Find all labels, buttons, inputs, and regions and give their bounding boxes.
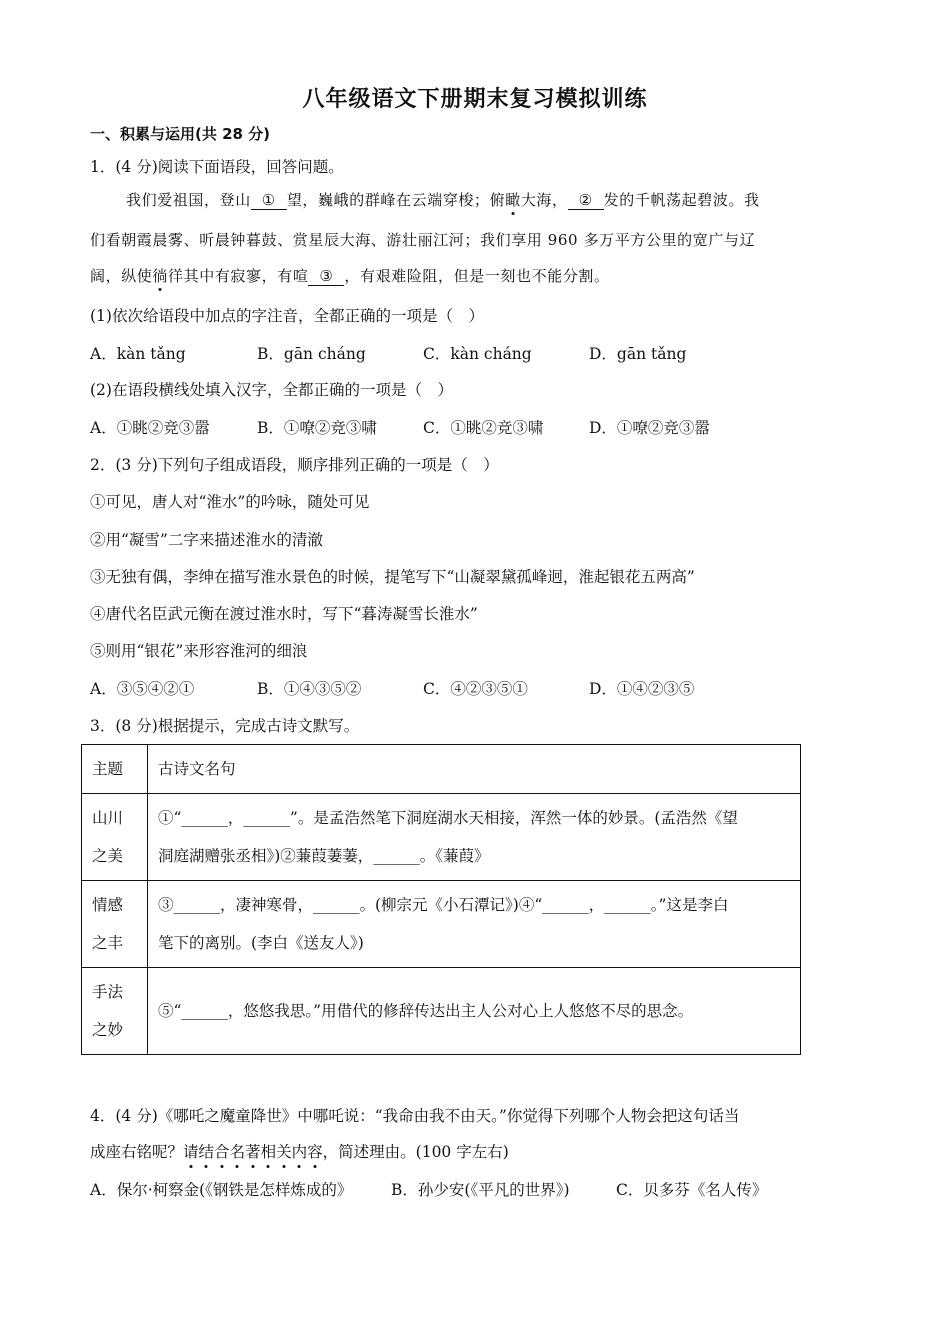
passage-text: 我们爱祖国，登山 — [126, 191, 251, 209]
q1-sub1: (1)依次给语段中加点的字注音，全都正确的一项是（ ） — [90, 307, 484, 325]
theme-text: 手法 — [92, 983, 124, 1001]
page-title: 八年级语文下册期末复习模拟训练 — [302, 87, 648, 112]
q1-passage-line-2: 们看朝霞晨雾、听晨钟暮鼓、赏星辰大海、游壮丽江河；我们享用 960 多万平方公里的宽广与辽 — [90, 231, 756, 249]
q1-sub1-option-c: C．kàn cháng — [423, 345, 532, 363]
section-heading: 一、积累与运用(共 28 分) — [90, 125, 271, 143]
passage-text: 望，巍峨的群峰在云端穿梭；俯 — [286, 191, 506, 209]
theme-text: 之妙 — [92, 1021, 124, 1039]
q1-passage-line-1 — [126, 190, 760, 210]
q1-sub1-option-b: B．gān cháng — [257, 345, 366, 363]
theme-cell — [82, 881, 148, 968]
q1-passage-line-3 — [90, 266, 610, 286]
theme-text: 情感 — [92, 896, 124, 914]
q1-sub2: (2)在语段横线处填入汉字，全都正确的一项是（ ） — [90, 381, 453, 399]
passage-text: 阔，纵使 — [90, 267, 153, 285]
table-header-cell: 古诗文名句 — [148, 745, 801, 794]
dotted-char-1: 瞰 — [505, 191, 521, 209]
emphasis-dotted-text: 请结合名著相关内容 — [183, 1143, 323, 1161]
q1-sub2-option-a: A．①眺②竞③嚣 — [90, 419, 210, 437]
poem-line: ③______，凄神寒骨，______。(柳宗元《小石潭记》)④“______，______。”这是李白 — [158, 896, 729, 914]
q2-option-a: A．③⑤④②① — [90, 680, 195, 698]
q2-item-1: ①可见，唐人对“淮水”的吟咏，随处可见 — [90, 493, 370, 511]
q1-sub1-option-a: A．kàn tǎng — [90, 345, 186, 363]
poem-line: 笔下的离别。(李白《送友人》) — [158, 934, 364, 952]
passage-text: 发的千帆荡起碧波。我 — [603, 191, 760, 209]
poem-line: 洞庭湖赠张丞相》)②蒹葭萋萋，______。《蒹葭》 — [158, 847, 490, 865]
q4-option-b: B．孙少安(《平凡的世界》) — [391, 1181, 570, 1199]
q2-item-2: ②用“凝雪”二字来描述淮水的清澈 — [90, 531, 323, 549]
passage-blank-3: ③ — [308, 267, 344, 286]
theme-cell — [82, 794, 148, 881]
q4-text: 成座右铭呢？ — [90, 1143, 184, 1161]
q1-sub2-option-b: B．①嘹②竞③啸 — [257, 419, 377, 437]
poem-cell — [148, 881, 801, 968]
q3-stem: 3．(8 分)根据提示，完成古诗文默写。 — [90, 717, 360, 735]
q2-option-c: C．④②③⑤① — [423, 680, 528, 698]
q4-option-c: C．贝多芬《名人传》 — [616, 1181, 768, 1199]
table-header-cell: 主题 — [82, 745, 148, 794]
q2-item-4: ④唐代名臣武元衡在渡过淮水时，写下“暮涛凝雪长淮水” — [90, 605, 478, 623]
theme-text: 之丰 — [92, 934, 124, 952]
poem-line: ⑤“______，悠悠我思。”用借代的修辞传达出主人公对心上人悠悠不尽的思念。 — [158, 1002, 694, 1020]
q1-sub2-option-d: D．①嘹②竞③嚣 — [589, 419, 710, 437]
q2-item-3: ③无独有偶，李绅在描写淮水景色的时候，提笔写下“山凝翠黛孤峰迥，淮起银花五两高” — [90, 568, 695, 586]
table-row — [82, 968, 801, 1055]
table-row — [82, 881, 801, 968]
passage-text: 大海， — [520, 191, 568, 209]
dotted-char-2: 徜 — [152, 267, 169, 285]
theme-text: 之美 — [92, 847, 124, 865]
passage-blank-2: ② — [568, 191, 604, 210]
passage-text: 徉其中有寂寥，有喧 — [168, 267, 309, 285]
q4-option-a: A．保尔·柯察金(《钢铁是怎样炼成的》 — [90, 1181, 353, 1199]
q2-item-5: ⑤则用“银花”来形容淮河的细浪 — [90, 642, 308, 660]
q4-stem-line-2 — [90, 1142, 950, 1162]
table-row — [82, 794, 801, 881]
poem-cell — [148, 794, 801, 881]
poem-table — [81, 744, 801, 1055]
q2-stem: 2．(3 分)下列句子组成语段，顺序排列正确的一项是（ ） — [90, 456, 499, 474]
q1-stem: 1．(4 分)阅读下面语段，回答问题。 — [90, 158, 344, 176]
theme-cell — [82, 968, 148, 1055]
q1-sub1-option-d: D．gān tǎng — [589, 345, 687, 363]
poem-line: ①“______，______”。是孟浩然笔下洞庭湖水天相接，浑然一体的妙景。(孟浩然《望 — [158, 809, 738, 827]
q4-stem-line-1: 4．(4 分)《哪吒之魔童降世》中哪吒说：“我命由我不由天。”你觉得下列哪个人物会把这句话当 — [90, 1107, 740, 1125]
passage-blank-1: ① — [251, 191, 287, 210]
theme-text: 山川 — [92, 809, 124, 827]
q2-option-b: B．①④③⑤② — [257, 680, 362, 698]
q4-text: ，简述理由。(100 字左右) — [322, 1143, 509, 1161]
table-header-row — [82, 745, 801, 794]
passage-text: ，有艰难险阻，但是一刻也不能分割。 — [344, 267, 610, 285]
poem-cell — [148, 968, 801, 1055]
q1-sub2-option-c: C．①眺②竞③啸 — [423, 419, 544, 437]
q2-option-d: D．①④②③⑤ — [589, 680, 695, 698]
